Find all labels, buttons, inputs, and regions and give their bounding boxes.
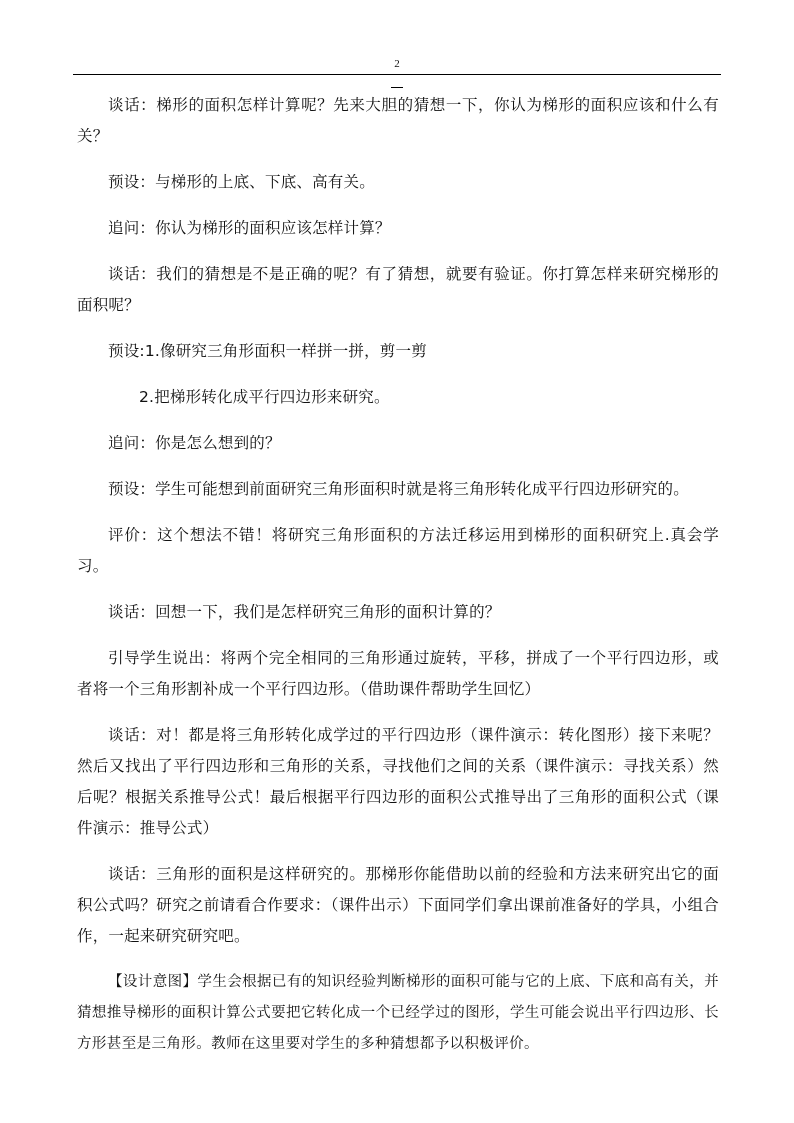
paragraph-talk-2: 谈话：我们的猜想是不是正确的呢？有了猜想，就要有验证。你打算怎样来研究梯形的面积呢？ — [77, 265, 719, 314]
paragraph-talk-1: 谈话：梯形的面积怎样计算呢？先来大胆的猜想一下，你认为梯形的面积应该和什么有关？ — [77, 96, 719, 145]
header-rule — [73, 74, 721, 75]
paragraph-preset-1: 预设：与梯形的上底、下底、高有关。 — [108, 173, 375, 191]
paragraph-preset-2: 预设:1.像研究三角形面积一样拼一拼，剪一剪 — [108, 342, 427, 360]
paragraph-guide: 引导学生说出：将两个完全相同的三角形通过旋转，平移，拼成了一个平行四边形，或者将一个三角形割补成一个平行四边形。（借助课件帮助学生回忆） — [77, 649, 719, 698]
paragraph-preset-2-item-2: 2.把梯形转化成平行四边形来研究。 — [139, 388, 390, 406]
design-intent-text: 学生会根据已有的知识经验判断梯形的面积可能与它的上底、下底和高有关，并猜想推导梯形的面积计算公式要把它转化成一个已经学过的图形，学生可能会说出平行四边形、长方形甚至是三角形。教师在这里要对学生的多种猜想都予以积极评价。 — [77, 974, 719, 1052]
paragraph-talk-5: 谈话：三角形的面积是这样研究的。那梯形你能借助以前的经验和方法来研究出它的面积公式吗？研究之前请看合作要求：（课件出示）下面同学们拿出课前准备好的学具，小组合作，一起来研究研究吧。 — [77, 865, 719, 945]
paragraph-preset-3: 预设：学生可能想到前面研究三角形面积时就是将三角形转化成平行四边形研究的。 — [108, 480, 689, 498]
paragraph-followup-1: 追问：你认为梯形的面积应该怎样计算？ — [108, 219, 391, 237]
paragraph-evaluation: 评价：这个想法不错！将研究三角形面积的方法迁移运用到梯形的面积研究上.真会学习。 — [77, 526, 719, 575]
header-mark — [391, 87, 403, 88]
paragraph-talk-3: 谈话：回想一下，我们是怎样研究三角形的面积计算的？ — [108, 603, 501, 621]
paragraph-talk-4: 谈话：对！都是将三角形转化成学过的平行四边形（课件演示：转化图形）接下来呢？然后又找出了平行四边形和三角形的关系，寻找他们之间的关系（课件演示：寻找关系）然后呢？根据关系推导公式！最后根据平行四边形的面积公式推导出了三角形的面积公式（课件演示：推导公式） — [77, 726, 719, 837]
design-intent-note — [77, 967, 719, 1060]
page-number: 2 — [394, 58, 400, 70]
document-body — [77, 90, 719, 1060]
paragraph-followup-2: 追问：你是怎么想到的？ — [108, 434, 281, 452]
design-intent-tag: 【设计意图】 — [108, 974, 198, 990]
